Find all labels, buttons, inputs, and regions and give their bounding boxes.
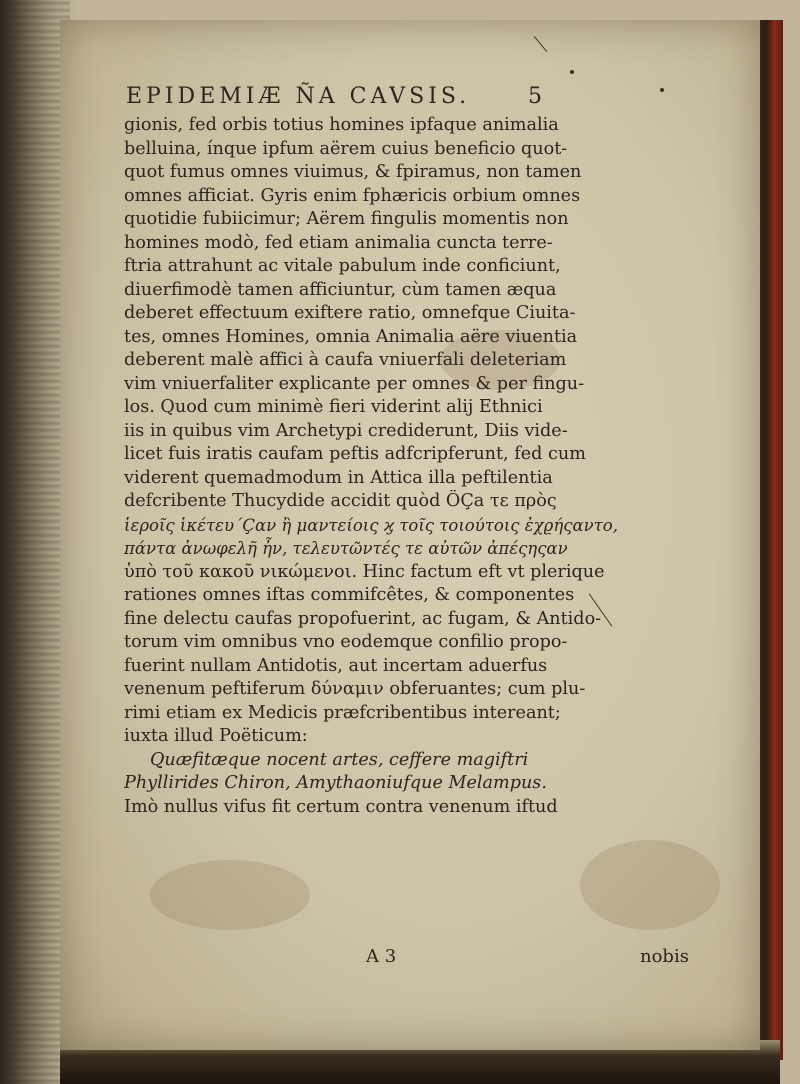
text-line: torum vim omnibus vno eodemque confilio propo- — [124, 632, 568, 652]
text-line: fuerint nullam Antidotis, aut incertam aduerfus — [124, 655, 548, 676]
text-line: venenum peftiferum δύναμιν obferuantes; cum plu- — [124, 679, 586, 699]
signature-mark: A 3 — [366, 946, 397, 967]
text-line: los. Quod cum minimè fieri viderint alij Ethnici — [124, 397, 543, 417]
paper-stain — [580, 840, 720, 930]
running-title: EPIDEMIÆ ÑA CAVSIS. — [126, 84, 471, 109]
paper-stain — [150, 860, 310, 930]
text-line: rimi etiam ex Medicis præfcribentibus intereant; — [124, 702, 561, 723]
text-line: gionis, fed orbis totius homines ipfaque animalia — [124, 115, 559, 135]
text-line: ftria attrahunt ac vitale pabulum inde conficiunt, — [124, 256, 561, 276]
text-line: defcribente Thucydide accidit quòd Ö́Ça τε πρὸς — [124, 491, 557, 511]
text-line: belluina, ínque ipfum aërem cuius beneficio quot- — [124, 138, 568, 159]
text-line: diuerfimodè tamen afficiuntur, cùm tamen æqua — [124, 279, 557, 300]
greek-text-line: ἱεροῖς ἱκέτευ΄Çαν ἢ μαντείοις ϗ τοῖς τοιούτοις ἐχϱήςαντο, — [124, 515, 618, 535]
text-line: homines modò, fed etiam animalia cuncta terre- — [124, 232, 553, 253]
verse-line: Quæfitæque nocent artes, ceffere magiftri — [150, 749, 529, 770]
text-line: tes, omnes Homines, omnia Animalia aëre viuentia — [124, 326, 578, 347]
paper-wormhole — [570, 70, 574, 74]
greek-text-line: πάντα ἀνωφελῆ ἦν, τελευτῶντές τε αὐτῶν ἀπέςηςαν — [124, 539, 568, 558]
text-line: rationes omnes iftas commifcêtes, & componentes — [124, 585, 575, 605]
text-line: vim vniuerfaliter explicante per omnes & per fingu- — [124, 373, 585, 394]
paper-wormhole — [660, 88, 664, 92]
text-line: quot fumus omnes viuimus, & fpiramus, non tamen — [124, 162, 582, 182]
paper-scratch — [534, 36, 548, 52]
catchword: nobis — [640, 946, 689, 967]
text-line: ὑπὸ τοῦ κακοῦ νικώμενοι. Hinc factum eft vt plerique — [124, 561, 605, 582]
text-line: fine delectu caufas propofuerint, ac fugam, & Antido- — [124, 608, 602, 629]
text-line: omnes afficiat. Gyris enim fphæricis orbium omnes — [124, 185, 581, 206]
text-line: deberent malè affici à caufa vniuerfali deleteriam — [124, 350, 567, 370]
text-line: iis in quibus vim Archetypi crediderunt, Diis vide- — [124, 420, 568, 441]
page-number: 5 — [528, 84, 542, 109]
text-line: licet fuis iratis caufam peftis adfcripferunt, fed cum — [124, 444, 586, 464]
body-text — [124, 114, 684, 819]
text-line: deberet effectuum exiftere ratio, omnefque Ciuita- — [124, 303, 576, 323]
text-line: quotidie fubiicimur; Aërem fingulis momentis non — [124, 209, 569, 229]
text-line: iuxta illud Poëticum: — [124, 726, 308, 746]
verse-line: Phyllirides Chiron, Amythaoniufque Melampus. — [124, 773, 547, 793]
text-line: Imò nullus vifus fit certum contra venenum iftud — [124, 796, 558, 817]
text-line: viderent quemadmodum in Attica illa peftilentia — [124, 467, 553, 488]
